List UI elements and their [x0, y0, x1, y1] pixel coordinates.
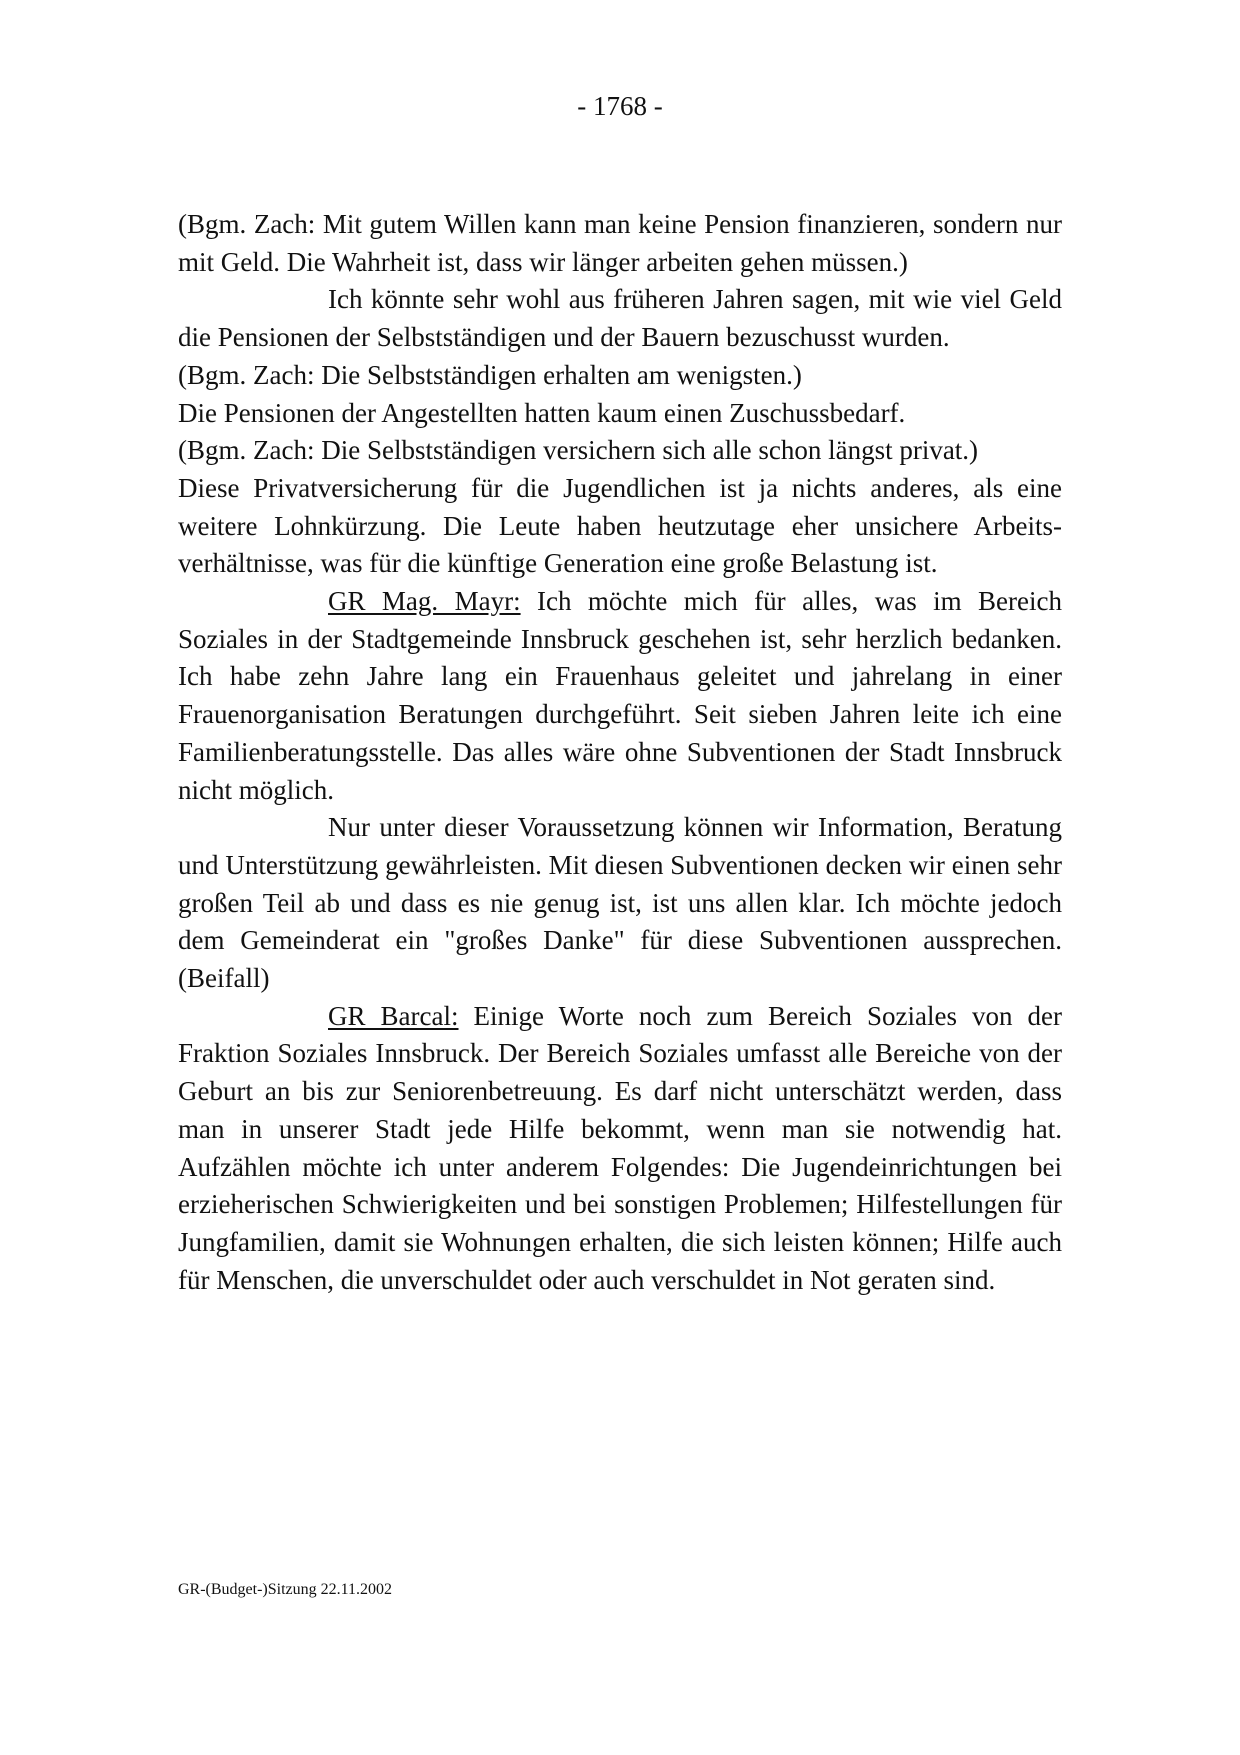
paragraph-employee-pensions: Die Pensionen der Angestellten hatten kaum einen Zuschussbedarf. [178, 397, 906, 428]
speech-mayr-text: Ich möchte mich für alles, was im Bereich Soziales in der Stadtgemeinde Innsbruck geschehen ist, sehr herzlich bedanken. Ich habe zehn Jahre lang ein Frauenhaus geleitet und jahrelang in einer Frauenorganisation Beratungen durchgeführt. Seit sieben Jahren leite ich eine Familienberatungsstelle. Das alles wäre ohne Subventionen der Stadt Innsbruck nicht möglich. [178, 586, 1063, 805]
paragraph-counseling-support: Nur unter dieser Voraussetzung können wir Information, Beratung und Unterstützung gewährleisten. Mit diesen Subventionen decken wir einen sehr großen Teil ab und dass es nie genug ist, ist uns allen klar. Ich möchte jedoch dem Gemeinderat ein "großes Danke" für diese Subventionen aussprechen. (Beifall) [178, 812, 1062, 994]
speech-mayr [178, 583, 1062, 809]
speech-barcal-text: Einige Worte noch zum Bereich Soziales von der Fraktion Soziales Innsbruck. Der Bereich Soziales umfasst alle Bereiche von der Geburt an bis zur Seniorenbetreuung. Es darf nicht unterschätzt werden, dass man in unserer Stadt jede Hilfe bekommt, wenn man sie notwendig hat. Aufzählen möchte ich unter anderem Folgendes: Die Jugendeinrichtungen bei erzieherischen Schwierigkeiten und bei sonstigen Problemen; Hilfestellungen für Jungfamilien, damit sie Wohnungen erhalten, die sich leisten können; Hilfe auch für Menschen, die unverschuldet oder auch verschuldet in Not geraten sind. [178, 1000, 1063, 1295]
interjection-zach-private-insurance: (Bgm. Zach: Die Selbstständigen versichern sich alle schon längst privat.) [178, 435, 979, 466]
document-body [178, 206, 1062, 1299]
page-number: - 1768 - [577, 91, 663, 121]
speaker-name-barcal: GR Barcal: [328, 1000, 459, 1031]
paragraph-private-insurance: Diese Privatversicherung für die Jugendlichen ist ja nichts anderes, als eine weitere Lohnkürzung. Die Leute haben heutzutage eher unsichere Arbeitsverhältnisse, was für die künftige Generation eine große Belastung ist. [178, 472, 1062, 579]
speech-barcal [178, 998, 1062, 1300]
paragraph-pension-subsidies: Ich könnte sehr wohl aus früheren Jahren sagen, mit wie viel Geld die Pensionen der Selbstständigen und der Bauern bezuschusst wurden. [178, 284, 1062, 353]
interjection-zach-self-employed: (Bgm. Zach: Die Selbstständigen erhalten am wenigsten.) [178, 359, 802, 390]
interjection-zach-pension: (Bgm. Zach: Mit gutem Willen kann man keine Pension finanzieren, sondern nur mit Geld. Die Wahrheit ist, dass wir länger arbeiten gehen müssen.) [178, 209, 1062, 277]
speaker-name-mayr: GR Mag. Mayr: [328, 586, 521, 617]
footer-session-date: GR-(Budget-)Sitzung 22.11.2002 [178, 1581, 393, 1598]
